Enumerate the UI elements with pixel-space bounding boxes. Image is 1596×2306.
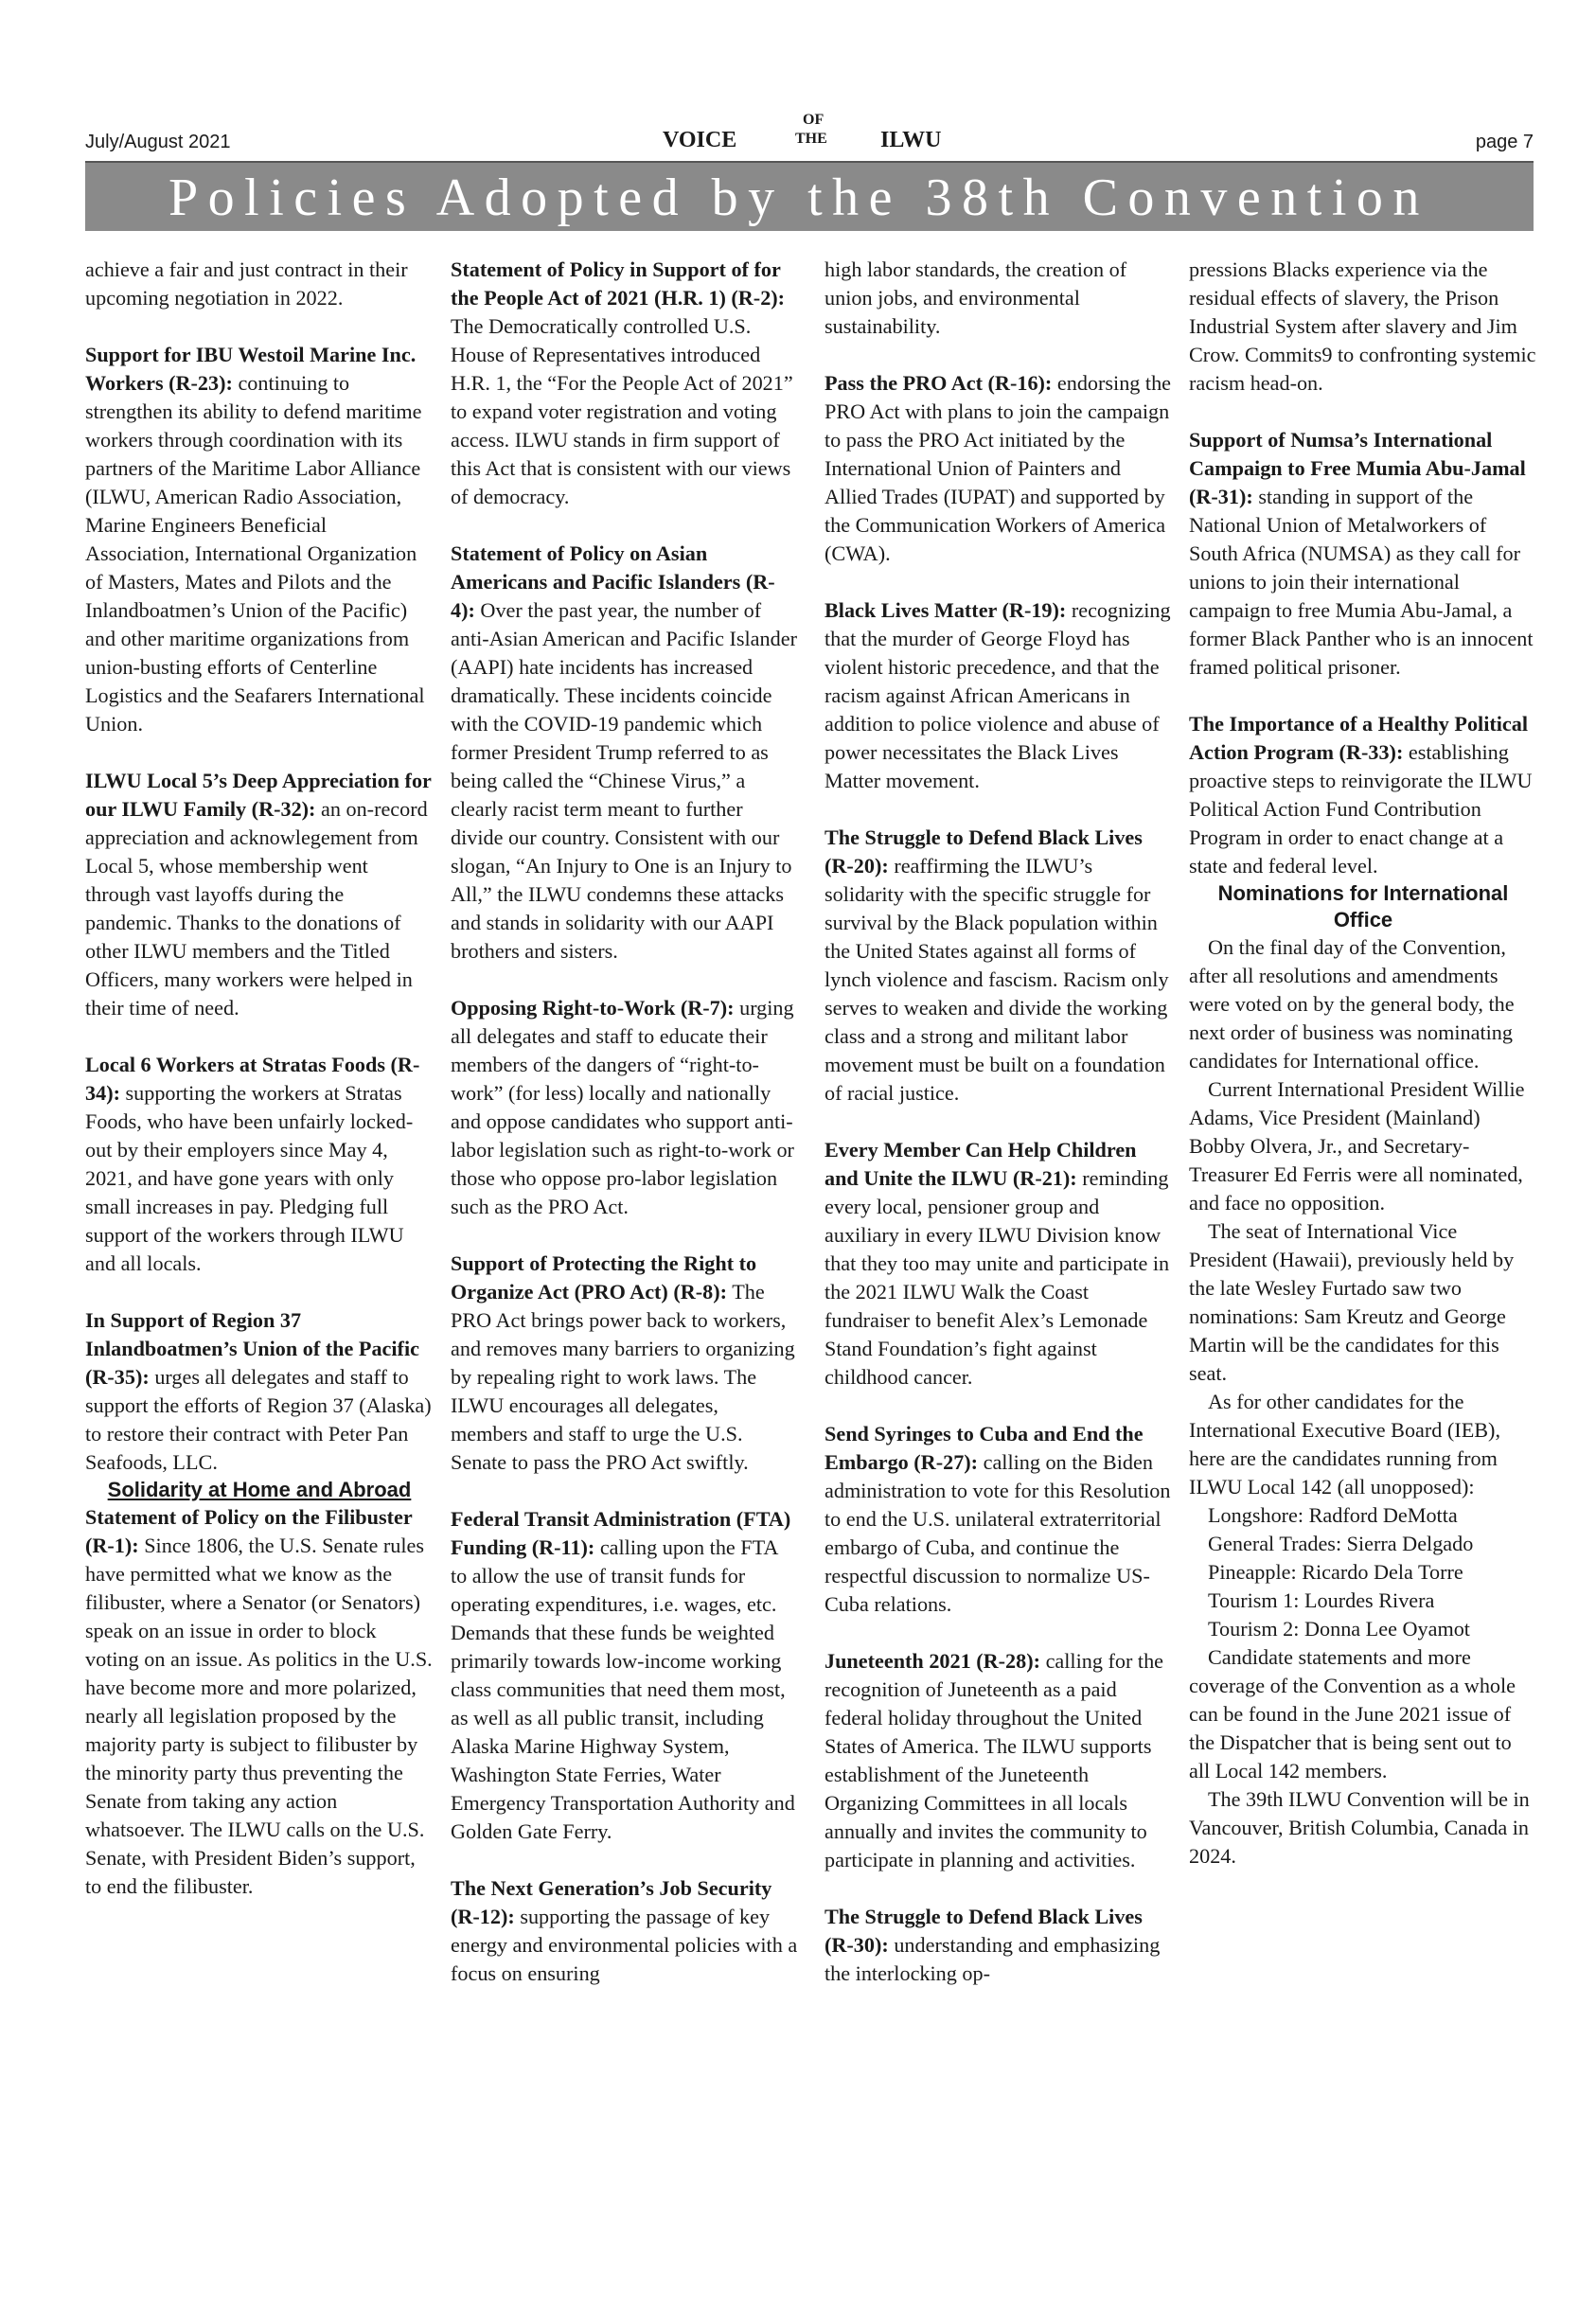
issue-date: July/August 2021 (85, 132, 231, 152)
resolution-paragraph (85, 256, 434, 312)
masthead-of: OF (803, 112, 825, 128)
nominations-paragraph: The 39th ILWU Convention will be in Vancouver, British Columbia, Canada in 2024. (1189, 1787, 1530, 1868)
resolution-text: establishing proactive steps to reinvigorate the ILWU Political Action Fund Contribution Program in order to enact change at a state and federal level. (1189, 740, 1533, 878)
resolution-paragraph (1189, 426, 1537, 682)
resolution-text: The Democratically controlled U.S. House of Representatives introduced H.R. 1, the “For the People Act of 2021” to expand voter registration and voting access. ILWU stands in firm support of this Act that is consistent with our views of democracy. (451, 314, 793, 508)
resolution-paragraph (825, 596, 1173, 795)
resolution-text: urging all delegates and staff to educate their members of the dangers of “right-to-work” (for less) locally and nationally and oppose candidates who support anti-labor legislation such as right-to-work or those who oppose pro-labor legislation such as the PRO Act. (451, 996, 794, 1218)
resolution-text: continuing to strengthen its ability to defend maritime workers through coordination with its partners of the Maritime Labor Alliance (ILWU, American Radio Association, Marine Engineers Beneficial Association, International Organization of Masters, Mates and Pilots and the Inlandboatmen’s Union of the Pacific) and other maritime organizations from union-busting efforts of Centerline Logistics and the Seafarers International Union. (85, 371, 425, 736)
resolution-text: recognizing that the murder of George Floyd has violent historic precedence, and that the racism against African Americans in addition to police violence and abuse of power necessitates the Black Lives Matter movement. (825, 598, 1171, 792)
resolution-text: standing in support of the National Union of Metalworkers of South Africa (NUMSA) as they call for unions to join their international campaign to free Mumia Abu-Jamal, a former Black Panther who is an innocent framed political prisoner. (1189, 485, 1534, 679)
resolution-paragraph (825, 1136, 1173, 1392)
resolution-paragraph (451, 994, 799, 1221)
resolution-paragraph (85, 1503, 434, 1901)
resolution-heading: Support of Numsa’s International Campaign to Free Mumia Abu-Jamal (R-31): (1189, 428, 1526, 508)
resolution-heading: Every Member Can Help Children and Unite the ILWU (R-21): (825, 1138, 1137, 1190)
resolution-heading: Local 6 Workers at Stratas Foods (R-34): (85, 1053, 420, 1105)
column-2 (451, 256, 799, 1988)
resolution-paragraph (451, 1505, 799, 1846)
resolution-heading: Pass the PRO Act (R-16): (825, 371, 1053, 395)
page-number: page 7 (1475, 132, 1534, 152)
resolution-heading: Federal Transit Administration (FTA) Funding (R-11): (451, 1507, 791, 1559)
resolution-text: achieve a fair and just contract in their upcoming negotiation in 2022. (85, 257, 408, 310)
resolution-heading: The Importance of a Healthy Political Action Program (R-33): (1189, 712, 1529, 764)
resolution-heading: Statement of Policy on the Filibuster (R-1): (85, 1505, 413, 1557)
resolution-heading: Opposing Right-to-Work (R-7): (451, 996, 735, 1020)
resolution-text: urges all delegates and staff to support the efforts of Region 37 (Alaska) to restore their contract with Peter Pan Seafoods, LLC. (85, 1365, 432, 1474)
resolution-text: understanding and emphasizing the interlocking op- (825, 1933, 1161, 1985)
resolution-paragraph (825, 1420, 1173, 1619)
col2-items (451, 256, 799, 1988)
resolution-text: high labor standards, the creation of union jobs, and environmental sustainability. (825, 257, 1127, 338)
resolution-heading: Send Syringes to Cuba and End the Embargo (R-27): (825, 1422, 1144, 1474)
column-1 (85, 256, 434, 1901)
resolution-heading: Black Lives Matter (R-19): (825, 598, 1067, 622)
resolution-text: an on-record appreciation and acknowlegement from Local 5, whose membership went through vast layoffs during the pandemic. Thanks to the donations of other ILWU members and the Titled Officers, many workers were helped in their time of need. (85, 797, 428, 1020)
section-title-nominations: Nominations for International Office (1217, 881, 1509, 931)
col1-after-items (85, 1503, 434, 1901)
candidate-entry: Pineapple: Ricardo Dela Torre (1208, 1560, 1463, 1584)
resolution-paragraph (825, 1903, 1173, 1988)
resolution-paragraph (451, 540, 799, 966)
resolution-paragraph (451, 1874, 799, 1988)
resolution-paragraph (825, 824, 1173, 1108)
nominations-paragraph: On the final day of the Convention, after all resolutions and amendments were voted on by the general body, the next order of business was nominating candidates for International office. (1189, 935, 1515, 1073)
masthead-voice: VOICE (663, 128, 737, 152)
resolution-heading: Juneteenth 2021 (R-28): (825, 1649, 1041, 1673)
resolution-paragraph (825, 256, 1173, 341)
masthead-ilwu: ILWU (880, 128, 942, 152)
column-4 (1189, 256, 1537, 1871)
nominations-body (1189, 933, 1537, 1871)
resolution-heading: Support for IBU Westoil Marine Inc. Workers (R-23): (85, 343, 417, 395)
resolution-heading: The Struggle to Defend Black Lives (R-20): (825, 825, 1143, 878)
resolution-paragraph (451, 1250, 799, 1477)
candidate-entry: Tourism 2: Donna Lee Oyamot (1208, 1617, 1470, 1641)
candidate-entry: General Trades: Sierra Delgado (1208, 1532, 1474, 1555)
resolution-paragraph (85, 1306, 434, 1477)
col4-items (1189, 256, 1537, 880)
resolution-heading: ILWU Local 5’s Deep Appreciation for our ILWU Family (R-32): (85, 769, 432, 821)
resolution-text: supporting the passage of key energy and environmental policies with a focus on ensuring (451, 1905, 798, 1985)
resolution-text: Over the past year, the number of anti-Asian American and Pacific Islander (AAPI) hate incidents has increased dramatically. These incidents coincide with the COVID-19 pandemic which former President Trump referred to as being called the “Chinese Virus,” a clearly racist term meant to further divide our country. Consistent with our slogan, “An Injury to One is an Injury to All,” the ILWU condemns these attacks and stands in solidarity with our AAPI brothers and sisters. (451, 598, 797, 963)
resolution-heading: The Struggle to Defend Black Lives (R-30): (825, 1905, 1143, 1957)
candidate-roster (1189, 1501, 1537, 1643)
resolution-heading: Support of Protecting the Right to Organize Act (PRO Act) (R-8): (451, 1251, 757, 1304)
resolution-text: calling on the Biden administration to vote for this Resolution to end the U.S. unilateral extraterritorial embargo of Cuba, and continue the respectful discussion to normalize US-Cuba relations. (825, 1450, 1171, 1616)
resolution-text: supporting the workers at Stratas Foods, who have been unfairly locked-out by their employers since May 4, 2021, and have gone years with only small increases in pay. Pledging full support of the workers through ILWU and all locals. (85, 1081, 414, 1275)
nominations-paragraph: As for other candidates for the International Executive Board (IEB), here are the candidates running from ILWU Local 142 (all unopposed): (1189, 1390, 1500, 1499)
resolution-text: pressions Blacks experience via the residual effects of slavery, the Prison Industrial System after slavery and Jim Crow. Commits9 to confronting systemic racism head-on. (1189, 257, 1536, 395)
resolution-paragraph (1189, 710, 1537, 880)
section-title-solidarity: Solidarity at Home and Abroad (107, 1478, 412, 1501)
resolution-heading: The Next Generation’s Job Security (R-12): (451, 1876, 772, 1928)
resolution-paragraph (825, 369, 1173, 568)
resolution-text: endorsing the PRO Act with plans to join the campaign to pass the PRO Act initiated by the International Union of Painters and Allied Trades (IUPAT) and supported by the Communication Workers of America (CWA). (825, 371, 1172, 565)
masthead-the: THE (795, 131, 827, 147)
col3-items (825, 256, 1173, 1988)
candidate-entry: Longshore: Radford DeMotta (1208, 1503, 1458, 1527)
resolution-text: calling for the recognition of Juneteenth as a paid federal holiday throughout the United States of America. The ILWU supports establishment of the Juneteenth Organizing Committees in all locals annually and invites the community to participate in planning and activities. (825, 1649, 1164, 1871)
resolution-paragraph (1189, 256, 1537, 398)
page-title-banner: Policies Adopted by the 38th Convention (85, 161, 1534, 231)
resolution-text: reaffirming the ILWU’s solidarity with the specific struggle for survival by the Black population within the United States against all forms of lynch violence and fascism. Racism only serves to weaken and divide the working class and a strong and militant labor movement must be built on a foundation of racial justice. (825, 854, 1169, 1105)
candidate-entry: Tourism 1: Lourdes Rivera (1208, 1588, 1435, 1612)
resolution-text: The PRO Act brings power back to workers, and removes many barriers to organizing by repealing right to work laws. The ILWU encourages all delegates, members and staff to urge the U.S. Senate to pass the PRO Act swiftly. (451, 1280, 795, 1474)
nominations-paragraph: Current International President Willie Adams, Vice President (Mainland) Bobby Olvera, Jr., and Secretary-Treasurer Ed Ferris were all nominated, and face no opposition. (1189, 1077, 1525, 1215)
resolution-heading: Statement of Policy in Support of for the People Act of 2021 (H.R. 1) (R-2): (451, 257, 786, 310)
col1-items (85, 256, 434, 1477)
resolution-paragraph (85, 1051, 434, 1278)
resolution-heading: Statement of Policy on Asian Americans and Pacific Islanders (R-4): (451, 541, 775, 622)
resolution-text: reminding every local, pensioner group and auxiliary in every ILWU Division know that they too may unite and participate in the 2021 ILWU Walk the Coast fundraiser to benefit Alex’s Lemonade Stand Foundation’s fight against childhood cancer. (825, 1166, 1170, 1389)
nominations-paragraph: The seat of International Vice President (Hawaii), previously held by the late Wesley Furtado saw two nominations: Sam Kreutz and George Martin will be the candidates for this seat. (1189, 1219, 1515, 1385)
resolution-paragraph (825, 1647, 1173, 1874)
resolution-paragraph (451, 256, 799, 511)
masthead (663, 112, 947, 157)
resolution-text: Since 1806, the U.S. Senate rules have permitted what we know as the filibuster, where a Senator (or Senators) speak on an issue in order to block voting on an issue. As politics in the U.S. have become more and more polarized, nearly all legislation proposed by the majority party is subject to filibuster by the minority party thus preventing the Senate from taking any action whatsoever. The ILWU calls on the U.S. Senate, with President Biden’s support, to end the filibuster. (85, 1534, 433, 1898)
resolution-paragraph (85, 341, 434, 738)
resolution-paragraph (85, 767, 434, 1022)
nominations-paragraph: Candidate statements and more coverage of the Convention as a whole can be found in the June 2021 issue of the Dispatcher that is being sent out to all Local 142 members. (1189, 1645, 1516, 1783)
column-3 (825, 256, 1173, 1988)
resolution-text: calling upon the FTA to allow the use of transit funds for operating expenditures, i.e. wages, etc. Demands that these funds be weighted primarily towards low-income working class communities that need them most, as well as all public transit, including Alaska Marine Highway System, Washington State Ferries, Water Emergency Transportation Authority and Golden Gate Ferry. (451, 1535, 795, 1843)
resolution-heading: In Support of Region 37 Inlandboatmen’s Union of the Pacific (R-35): (85, 1308, 419, 1389)
